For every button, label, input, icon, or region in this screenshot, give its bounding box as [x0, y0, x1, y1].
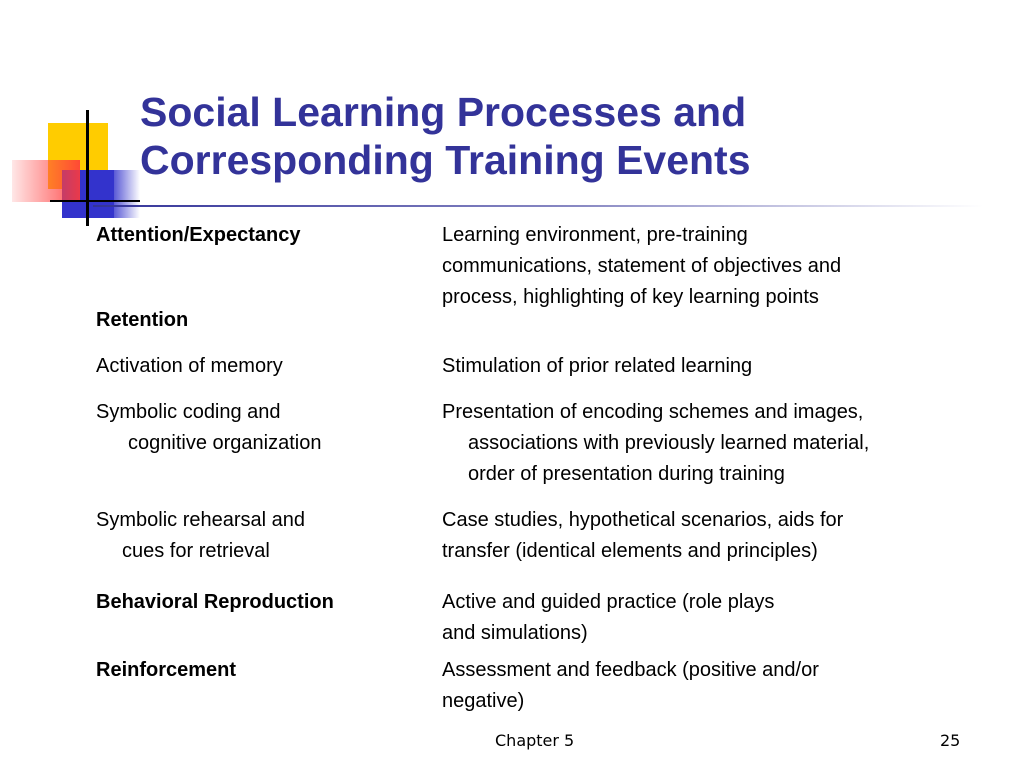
- training-events: Presentation of encoding schemes and images, associations with previously learned material, order of presentation during training: [442, 401, 870, 485]
- process-label: Retention: [96, 309, 189, 331]
- slide-title-line1: Social Learning Processes and: [140, 89, 747, 135]
- process-label: Attention/Expectancy: [96, 224, 301, 246]
- training-events: Assessment and feedback (positive and/or negative): [442, 659, 819, 712]
- training-events: Active and guided practice (role plays and simulations): [442, 591, 775, 644]
- logo-red-fade: [12, 160, 80, 202]
- logo-blue-fade: [108, 170, 140, 218]
- logo-horizontal-line: [50, 200, 140, 202]
- process-label: Activation of memory: [96, 355, 283, 377]
- page-number: 25: [940, 731, 961, 750]
- slide-title-line2: Corresponding Training Events: [140, 137, 751, 183]
- footer-chapter: Chapter 5: [495, 731, 575, 750]
- process-label: Reinforcement: [96, 659, 237, 681]
- logo-vertical-line: [86, 110, 89, 226]
- title-divider: [93, 205, 983, 207]
- decorative-logo: [0, 0, 140, 240]
- process-label: Symbolic coding and cognitive organization: [96, 401, 322, 454]
- process-label: Behavioral Reproduction: [96, 591, 334, 613]
- slide-title: [140, 88, 751, 184]
- training-events: Learning environment, pre-training communications, statement of objectives and process, highlighting of key learning points: [442, 224, 842, 308]
- process-label: Symbolic rehearsal and cues for retrieval: [96, 509, 305, 562]
- training-events: Stimulation of prior related learning: [442, 355, 753, 377]
- training-events: Case studies, hypothetical scenarios, aids for transfer (identical elements and principles): [442, 509, 844, 562]
